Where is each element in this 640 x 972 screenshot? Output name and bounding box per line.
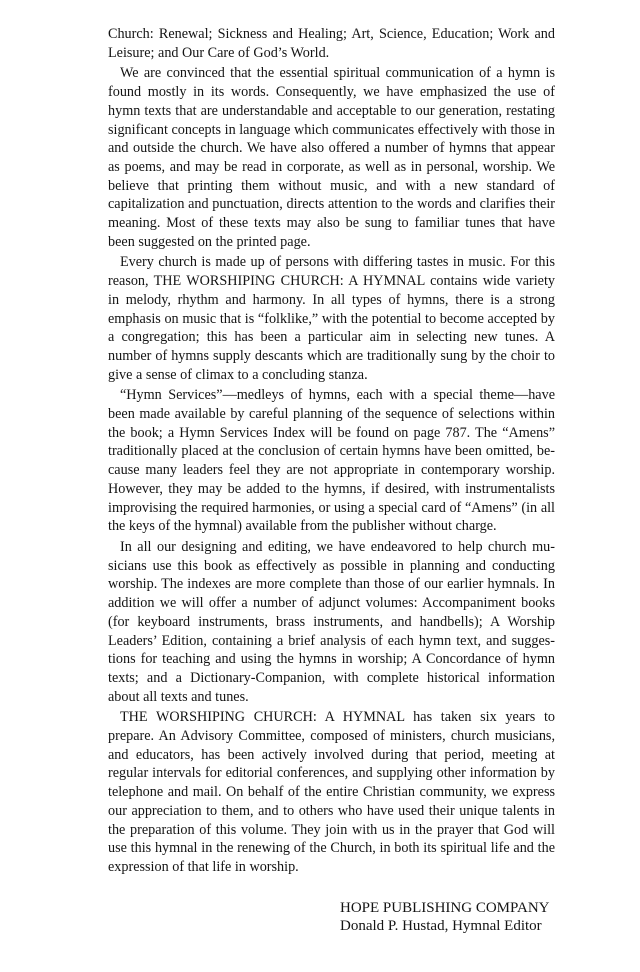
publisher-name: HOPE PUBLISHING COMPANY (340, 899, 550, 916)
paragraph-design-editing: In all our designing and editing, we have endeavored to help church musicians use this book as effectively as possible in planning and conducting worship. The indexes are more complete than those of our earlier hymnals. In addition we will offer a number of adjunct volumes: Accompaniment books (for keyboard instruments, brass instruments, and handbells); A Worship Leaders’ Edition, containing a brief analysis of each hymn text, and suggestions for teaching and using the hymns in worship; A Concordance of hymn texts; and a Dictionary-Companion, with complete historical information about all texts and tunes. (108, 538, 555, 705)
paragraph-continuation: Church: Renewal; Sickness and Healing; Art, Science, Education; Work and Leisure; and Our Care of God’s World. (108, 26, 555, 61)
paragraph-words-emphasis: We are convinced that the essential spiritual communication of a hymn is found mostly in its words. Consequently, we have emphasized the use of hymn texts that are understandable and acceptable to our generation, restating significant concepts in language which communicates effectively with those in and outside the church. We have also offered a number of hymns that appear as poems, and may be read in corporate, as well as in personal, worship. We believe that printing them without music, and with a new standard of capitalization and punctuation, directs attention to the words and clarifies their meaning. Most of these texts may also be sung to familiar tunes that have been suggested on the printed page. (108, 65, 555, 250)
preface-page (108, 25, 555, 936)
paragraph-musical-variety: Every church is made up of persons with differing tastes in music. For this reason, THE WORSHIPING CHURCH: A HYMNAL contains wide variety in melody, rhythm and harmony. In all types of hymns, there is a strong emphasis on music that is “folklike,” with the potential to become accepted by a congregation; this has been a particular aim in selecting new tunes. A number of hymns supply descants which are traditionally sung by the choir to give a sense of climax to a concluding stanza. (108, 254, 555, 383)
editor-name: Donald P. Hustad, Hymnal Editor (340, 918, 542, 935)
paragraph-hymn-services: “Hymn Services”—medleys of hymns, each with a special theme—have been made available by careful planning of the sequence of selections within the book; a Hymn Services Index will be found on page 787. The “Amens” traditionally placed at the conclusion of certain hymns have been omitted, because many leaders feel they are not appropriate in contemporary worship. However, they may be added to the hymns, if desired, with instrumentalists improvising the required harmonies, or using a special card of “Amens” (in all the keys of the hymnal) available from the publisher without charge. (108, 387, 555, 535)
paragraph-acknowledgements: THE WORSHIPING CHURCH: A HYMNAL has taken six years to prepare. An Advisory Committee, composed of ministers, church musicians, and educators, has been actively involved during that period, meeting at regular intervals for editorial conferences, and supplying other information by telephone and mail. On behalf of the entire Christian community, we express our appreciation to them, and to others who have used their unique talents in the preparation of this volume. They join with us in the prayer that God will use this hymnal in the renewing of the Church, in both its spiritual life and the expression of that life in worship. (108, 709, 555, 875)
signature-block (108, 899, 555, 936)
